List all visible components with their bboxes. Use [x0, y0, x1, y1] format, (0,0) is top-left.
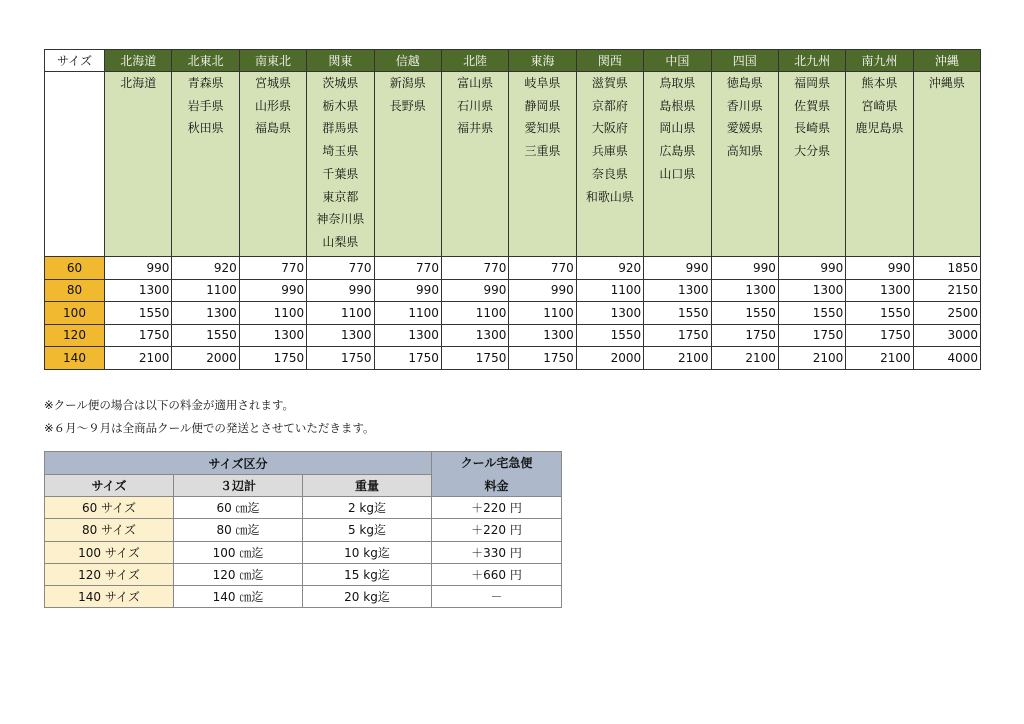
prefecture-name: 山形県	[254, 98, 291, 113]
price-cell: 1300	[576, 302, 643, 325]
region-header: 北陸	[441, 50, 508, 72]
prefecture-name: 奈良県	[591, 166, 628, 181]
prefecture-list-cell	[913, 72, 980, 257]
price-cell: 1750	[711, 324, 778, 347]
price-cell: 1300	[711, 279, 778, 302]
prefecture-list-cell	[644, 72, 711, 257]
cool-size-header: サイズ	[45, 475, 174, 497]
cool-fee-header	[432, 452, 562, 497]
price-cell: 2000	[576, 347, 643, 370]
price-cell: 1100	[172, 279, 239, 302]
size-cell: 140	[45, 347, 105, 370]
prefecture-name: 茨城県	[322, 76, 359, 90]
price-cell: 990	[374, 279, 441, 302]
prefecture-name: 三重県	[524, 144, 561, 159]
price-cell: 2500	[913, 302, 980, 325]
prefecture-name: 岐阜県	[524, 76, 561, 90]
price-row	[45, 302, 981, 325]
price-cell: 3000	[913, 324, 980, 347]
prefecture-list-cell	[239, 72, 306, 257]
prefecture-list-cell	[778, 72, 845, 257]
prefecture-name: 鳥取県	[659, 76, 696, 90]
prefecture-name: 新潟県	[389, 76, 426, 90]
price-cell: 770	[374, 257, 441, 280]
prefecture-name: 神奈川県	[316, 212, 365, 227]
cool-size-cell: 120 サイズ	[45, 563, 174, 585]
price-cell: 990	[846, 257, 913, 280]
cool-size-cell: 100 サイズ	[45, 541, 174, 563]
price-cell: 1550	[644, 302, 711, 325]
prefecture-name: 愛媛県	[726, 121, 763, 136]
size-column-header: サイズ	[45, 50, 105, 72]
cool-fee-cell: ＋330 円	[432, 541, 562, 563]
region-header: 北海道	[105, 50, 172, 72]
region-header: 四国	[711, 50, 778, 72]
price-cell: 1750	[778, 324, 845, 347]
price-cell: 990	[644, 257, 711, 280]
price-cell: 770	[441, 257, 508, 280]
size-cell: 100	[45, 302, 105, 325]
blank-cell	[45, 72, 105, 257]
prefecture-list-cell	[307, 72, 374, 257]
size-cell: 60	[45, 257, 105, 280]
price-row	[45, 279, 981, 302]
prefecture-name: 香川県	[726, 98, 763, 113]
cool-dims-cell: 60 ㎝迄	[174, 497, 303, 519]
prefecture-name: 佐賀県	[794, 98, 831, 113]
prefecture-list-cell	[105, 72, 172, 257]
cool-fee-row	[45, 497, 562, 519]
prefecture-name: 福井県	[457, 121, 494, 136]
prefecture-list-cell	[711, 72, 778, 257]
price-cell: 1750	[239, 347, 306, 370]
price-row	[45, 324, 981, 347]
size-cell: 120	[45, 324, 105, 347]
region-header: 関西	[576, 50, 643, 72]
price-cell: 1300	[644, 279, 711, 302]
prefecture-name: 栃木県	[322, 98, 359, 113]
price-cell: 1750	[441, 347, 508, 370]
cool-weight-cell: 20 kg迄	[303, 586, 432, 608]
prefecture-name: 山梨県	[322, 234, 359, 249]
price-cell: 770	[307, 257, 374, 280]
price-cell: 1300	[509, 324, 576, 347]
prefecture-name: 長野県	[389, 98, 426, 113]
price-cell: 2100	[711, 347, 778, 370]
prefecture-name: 滋賀県	[591, 76, 628, 90]
price-cell: 920	[576, 257, 643, 280]
region-header: 東海	[509, 50, 576, 72]
region-header: 信越	[374, 50, 441, 72]
price-cell: 1300	[778, 279, 845, 302]
price-cell: 770	[509, 257, 576, 280]
price-cell: 1300	[307, 324, 374, 347]
price-cell: 1300	[846, 279, 913, 302]
region-header: 沖縄	[913, 50, 980, 72]
prefecture-name: 広島県	[659, 144, 696, 159]
prefecture-name: 岡山県	[659, 121, 696, 136]
cool-weight-cell: 10 kg迄	[303, 541, 432, 563]
prefecture-row	[45, 72, 981, 257]
cool-size-cell: 60 サイズ	[45, 497, 174, 519]
price-cell: 1100	[374, 302, 441, 325]
region-header: 北九州	[778, 50, 845, 72]
price-cell: 1300	[374, 324, 441, 347]
region-header: 北東北	[172, 50, 239, 72]
prefecture-name: 島根県	[659, 98, 696, 113]
prefecture-name: 大阪府	[591, 121, 628, 136]
shipping-rate-table	[44, 49, 981, 370]
price-cell: 1300	[441, 324, 508, 347]
price-cell: 2100	[644, 347, 711, 370]
prefecture-name: 石川県	[457, 98, 494, 113]
prefecture-name: 北海道	[120, 76, 157, 90]
price-cell: 1100	[239, 302, 306, 325]
price-cell: 1850	[913, 257, 980, 280]
prefecture-name: 静岡県	[524, 98, 561, 113]
cool-fee-cell: ＋660 円	[432, 563, 562, 585]
price-cell: 990	[105, 257, 172, 280]
prefecture-name: 東京都	[322, 189, 359, 204]
cool-dims-cell: 140 ㎝迄	[174, 586, 303, 608]
prefecture-name: 岩手県	[187, 98, 224, 113]
price-cell: 1300	[239, 324, 306, 347]
price-cell: 1750	[307, 347, 374, 370]
size-category-header: サイズ区分	[45, 452, 432, 475]
prefecture-list-cell	[172, 72, 239, 257]
prefecture-name: 大分県	[794, 144, 831, 159]
price-cell: 1550	[172, 324, 239, 347]
prefecture-name: 秋田県	[187, 121, 224, 136]
price-cell: 1300	[172, 302, 239, 325]
prefecture-name: 兵庫県	[591, 144, 628, 159]
price-cell: 770	[239, 257, 306, 280]
cool-delivery-fee-table	[44, 451, 562, 608]
price-cell: 1550	[846, 302, 913, 325]
price-cell: 1100	[576, 279, 643, 302]
price-cell: 1750	[509, 347, 576, 370]
prefecture-name: 愛知県	[524, 121, 561, 136]
prefecture-list-cell	[441, 72, 508, 257]
cool-size-cell: 140 サイズ	[45, 586, 174, 608]
price-cell: 920	[172, 257, 239, 280]
price-row	[45, 257, 981, 280]
price-cell: 1750	[644, 324, 711, 347]
cool-fee-row	[45, 541, 562, 563]
price-cell: 1100	[307, 302, 374, 325]
cool-fee-cell: ＋220 円	[432, 497, 562, 519]
cool-weight-cell: 2 kg迄	[303, 497, 432, 519]
prefecture-name: 埼玉県	[322, 144, 359, 159]
price-cell: 990	[711, 257, 778, 280]
cool-fee-cell: ＋220 円	[432, 519, 562, 541]
prefecture-name: 福島県	[254, 121, 291, 136]
price-cell: 990	[441, 279, 508, 302]
cool-fee-row	[45, 519, 562, 541]
region-header: 南東北	[239, 50, 306, 72]
prefecture-name: 宮城県	[254, 76, 291, 90]
cool-fee-header-line2: 料金	[484, 479, 509, 493]
price-cell: 1750	[105, 324, 172, 347]
prefecture-name: 千葉県	[322, 166, 359, 181]
region-header-row	[45, 50, 981, 72]
prefecture-name: 鹿児島県	[855, 121, 904, 136]
summer-cool-delivery-note: ※６月～９月は全商品クール便での発送とさせていただきます。	[44, 421, 375, 435]
price-cell: 990	[509, 279, 576, 302]
prefecture-list-cell	[509, 72, 576, 257]
cool-size-cell: 80 サイズ	[45, 519, 174, 541]
prefecture-name: 熊本県	[861, 76, 898, 90]
cool-fee-cell: －	[432, 586, 562, 608]
region-header: 南九州	[846, 50, 913, 72]
prefecture-name: 長崎県	[794, 121, 831, 136]
price-cell: 1750	[846, 324, 913, 347]
prefecture-name: 青森県	[187, 76, 224, 90]
prefecture-name: 沖縄県	[928, 76, 965, 90]
prefecture-name: 京都府	[591, 98, 628, 113]
prefecture-name: 福岡県	[794, 76, 831, 90]
prefecture-name: 山口県	[659, 166, 696, 181]
cool-fee-row	[45, 586, 562, 608]
prefecture-list-cell	[576, 72, 643, 257]
cool-weight-header: 重量	[303, 475, 432, 497]
cool-weight-cell: 15 kg迄	[303, 563, 432, 585]
cool-weight-cell: 5 kg迄	[303, 519, 432, 541]
prefecture-name: 宮崎県	[861, 98, 898, 113]
price-cell: 1550	[105, 302, 172, 325]
cool-dims-cell: 80 ㎝迄	[174, 519, 303, 541]
price-cell: 1550	[576, 324, 643, 347]
prefecture-name: 高知県	[726, 144, 763, 159]
price-cell: 990	[778, 257, 845, 280]
price-cell: 990	[307, 279, 374, 302]
price-cell: 2100	[846, 347, 913, 370]
size-cell: 80	[45, 279, 105, 302]
price-cell: 2150	[913, 279, 980, 302]
price-cell: 1100	[509, 302, 576, 325]
price-cell: 1100	[441, 302, 508, 325]
prefecture-name: 群馬県	[322, 121, 359, 136]
prefecture-name: 和歌山県	[585, 189, 634, 204]
cool-fee-header-line1: クール宅急便	[460, 456, 533, 470]
prefecture-name: 徳島県	[726, 76, 763, 90]
prefecture-name: 富山県	[457, 76, 494, 90]
cool-dims-header: ３辺計	[174, 475, 303, 497]
price-cell: 1550	[711, 302, 778, 325]
cool-dims-cell: 100 ㎝迄	[174, 541, 303, 563]
price-cell: 1750	[374, 347, 441, 370]
region-header: 関東	[307, 50, 374, 72]
price-cell: 4000	[913, 347, 980, 370]
cool-delivery-note: ※クール便の場合は以下の料金が適用されます。	[44, 398, 294, 412]
prefecture-list-cell	[846, 72, 913, 257]
cool-header-row	[45, 452, 562, 475]
cool-fee-row	[45, 563, 562, 585]
cool-dims-cell: 120 ㎝迄	[174, 563, 303, 585]
region-header: 中国	[644, 50, 711, 72]
price-cell: 2100	[778, 347, 845, 370]
price-cell: 1550	[778, 302, 845, 325]
price-cell: 2100	[105, 347, 172, 370]
price-cell: 1300	[105, 279, 172, 302]
prefecture-list-cell	[374, 72, 441, 257]
price-row	[45, 347, 981, 370]
price-cell: 2000	[172, 347, 239, 370]
price-cell: 990	[239, 279, 306, 302]
